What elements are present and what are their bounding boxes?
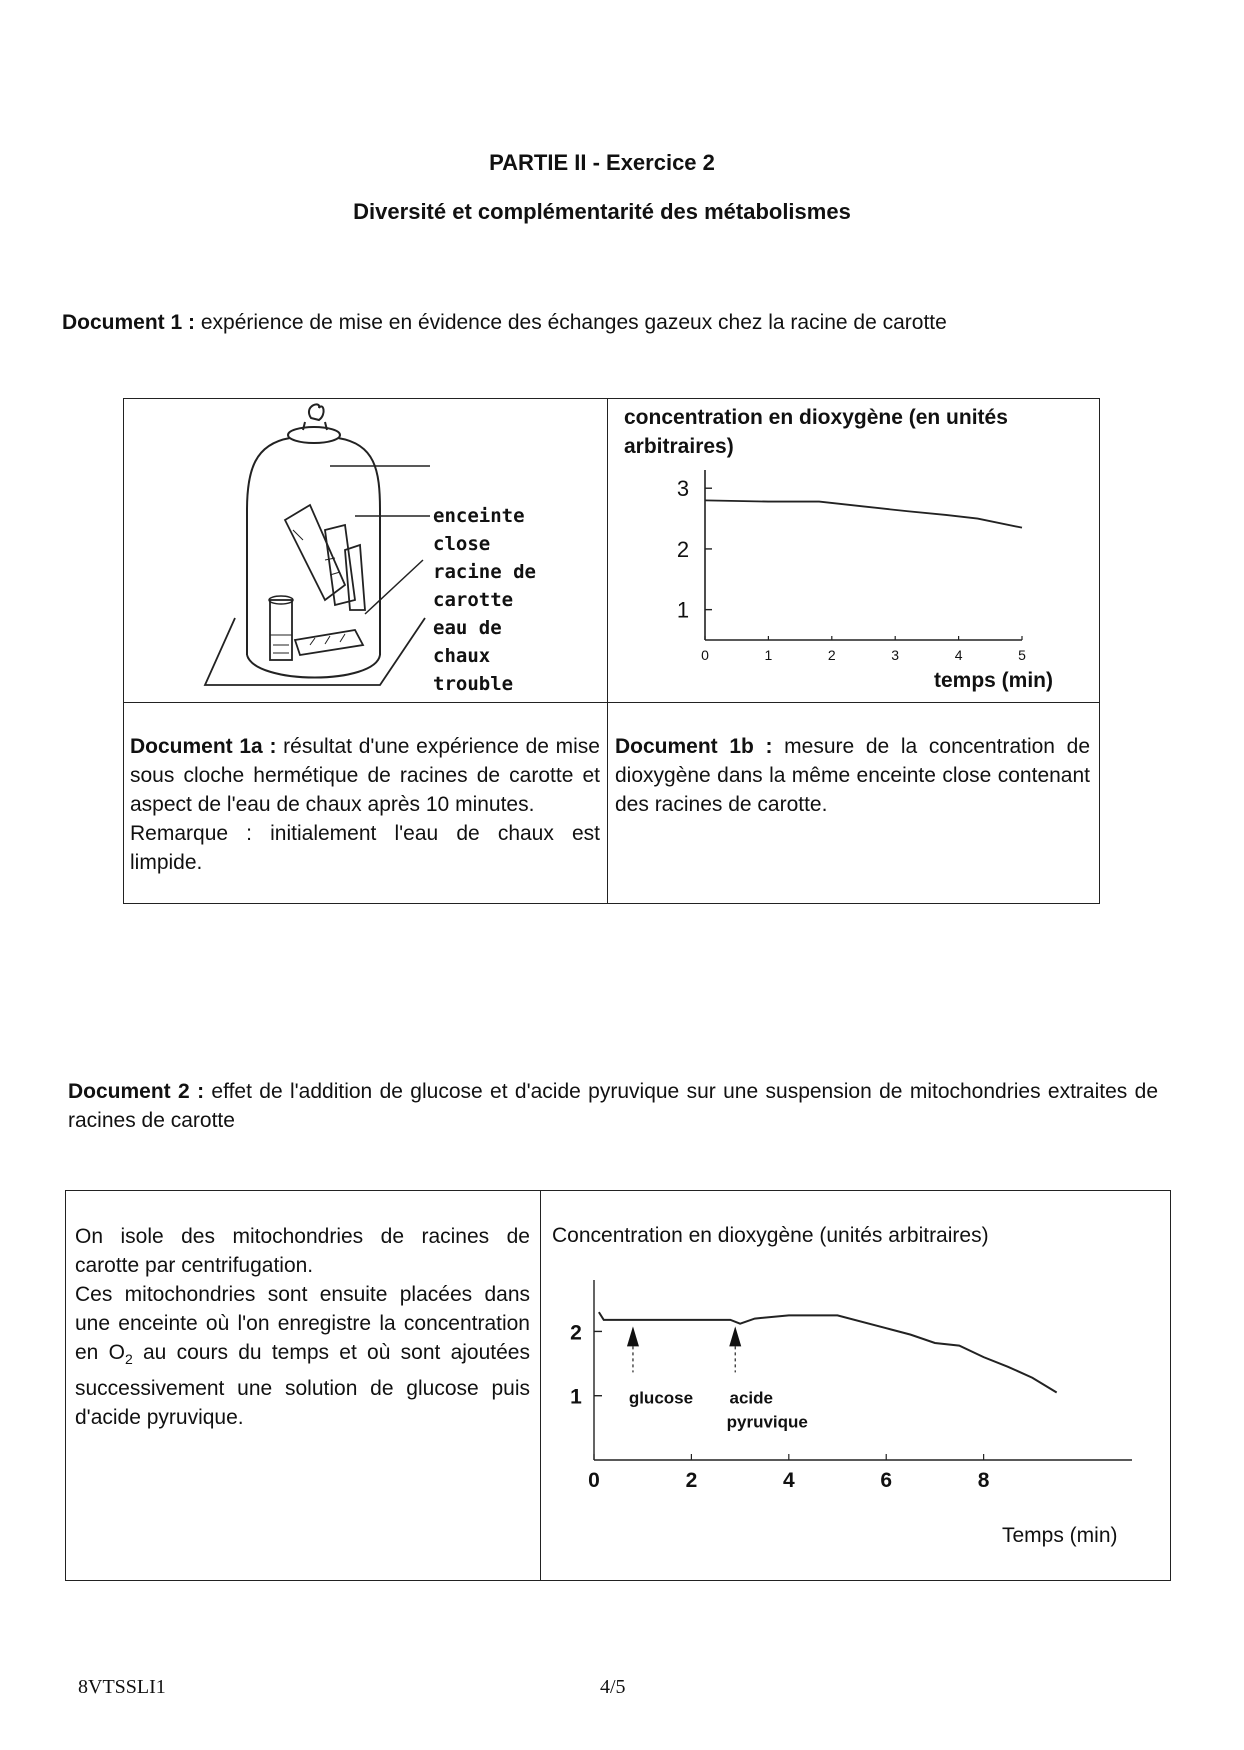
doc2-text-p2b: au cours du temps et où sont ajoutées successivement une solution de glucose puis d'acide pyruvique. bbox=[75, 1341, 530, 1430]
label-trouble: trouble bbox=[433, 673, 514, 695]
bell-jar-figure bbox=[185, 400, 445, 700]
chart1-xtick-label: 5 bbox=[1018, 647, 1026, 663]
doc1-label: Document 1 : bbox=[62, 311, 196, 334]
beaker bbox=[270, 600, 292, 660]
bell-neck bbox=[288, 427, 340, 443]
leader-eau bbox=[365, 560, 423, 614]
chart1-xtick-label: 0 bbox=[701, 647, 709, 663]
doc1-table-row-divider bbox=[123, 702, 1100, 703]
plate bbox=[205, 618, 425, 685]
doc2-text-sub: 2 bbox=[124, 1351, 133, 1368]
chart2-xtick-label: 8 bbox=[977, 1469, 990, 1492]
chart2-xtick-label: 0 bbox=[588, 1469, 600, 1492]
bell-base bbox=[247, 655, 380, 678]
doc2-caption: effet de l'addition de glucose et d'acide pyruvique sur une suspension de mitochondries extraites de racines de carotte bbox=[68, 1080, 1159, 1132]
chart2-title: Concentration en dioxygène (unités arbitraires) bbox=[552, 1224, 989, 1247]
doc1b-text bbox=[615, 732, 1090, 819]
doc2-text-p1: On isole des mitochondries de racines de carotte par centrifugation. bbox=[75, 1225, 530, 1277]
doc1b-label: Document 1b : bbox=[615, 735, 773, 758]
doc2-table-divider bbox=[540, 1190, 541, 1581]
doc2-label: Document 2 : bbox=[68, 1080, 205, 1103]
chart2-xtick-label: 2 bbox=[685, 1469, 698, 1492]
bell-knob bbox=[309, 404, 324, 420]
doc1a-body: résultat d'une expérience de mise sous cloche hermétique de racines de carotte et aspect de l'eau de chaux après 10 minutes. bbox=[130, 735, 600, 816]
doc1a-label: Document 1a : bbox=[130, 735, 277, 758]
annotation-glucose: glucose bbox=[628, 1388, 694, 1408]
doc1a-text bbox=[130, 732, 600, 877]
chart1-xtick-label: 1 bbox=[764, 647, 773, 663]
bell-neck-sides bbox=[303, 422, 327, 430]
chart1-xtick-label: 4 bbox=[954, 647, 963, 663]
limewater bbox=[270, 635, 292, 653]
annotation-pyruvique: pyruvique bbox=[726, 1412, 808, 1432]
chart1-xtick-label: 2 bbox=[827, 647, 836, 663]
label-enceinte: enceinte bbox=[433, 505, 525, 527]
carrot-2 bbox=[325, 525, 355, 605]
doc1b-body: mesure de la concentration de dioxygène dans la même enceinte close contenant des racines de carotte. bbox=[615, 735, 1091, 816]
chart1 bbox=[620, 460, 1090, 700]
doc1-intro bbox=[62, 308, 1212, 337]
chart1-xtick-label: 3 bbox=[891, 647, 900, 663]
chart1-ytick-label: 3 bbox=[676, 476, 690, 502]
label-close: close bbox=[433, 533, 491, 555]
label-chaux: chaux bbox=[433, 645, 491, 667]
carrot-4 bbox=[295, 630, 363, 655]
doc1-caption: expérience de mise en évidence des échanges gazeux chez la racine de carotte bbox=[195, 311, 947, 334]
chart2-ytick-label: 2 bbox=[570, 1321, 582, 1345]
chart1-ytick-label: 1 bbox=[676, 597, 690, 623]
annotation-acide: acide bbox=[729, 1388, 773, 1408]
chart2-xtick-label: 6 bbox=[880, 1469, 893, 1492]
chart1-xlabel: temps (min) bbox=[934, 669, 1054, 692]
doc1a-remark: Remarque : initialement l'eau de chaux est limpide. bbox=[130, 822, 600, 874]
chart1-series-line bbox=[705, 500, 1022, 527]
chart2 bbox=[552, 1260, 1162, 1500]
part-title: PARTIE II - Exercice 2 bbox=[489, 150, 715, 175]
chart2-xlabel: Temps (min) bbox=[1002, 1524, 1118, 1547]
label-carotte: carotte bbox=[433, 589, 514, 611]
chart2-series-line bbox=[599, 1312, 1057, 1392]
doc2-intro bbox=[68, 1077, 1158, 1135]
label-eau: eau de bbox=[433, 617, 502, 639]
glucose-arrow-head bbox=[627, 1326, 639, 1346]
doc2-text bbox=[75, 1222, 530, 1432]
chart2-xtick-label: 4 bbox=[782, 1469, 795, 1492]
footer-code: 8VTSSLI1 bbox=[78, 1676, 166, 1698]
carrot-1 bbox=[285, 505, 345, 600]
chart1-ytick-label: 2 bbox=[676, 536, 690, 562]
chart2-ytick-label: 1 bbox=[570, 1385, 582, 1409]
footer-page: 4/5 bbox=[600, 1676, 626, 1698]
chart1-title: concentration en dioxygène (en unités arbitraires) bbox=[624, 406, 1008, 458]
label-racine: racine de bbox=[433, 561, 536, 583]
exercise-subtitle: Diversité et complémentarité des métabolismes bbox=[353, 199, 851, 224]
acide-arrow-head bbox=[729, 1326, 741, 1346]
doc2-text-p2a: Ces mitochondries sont ensuite placées dans une enceinte où l'on enregistre la concentration en O bbox=[75, 1283, 530, 1364]
doc1-table-divider bbox=[607, 398, 608, 904]
